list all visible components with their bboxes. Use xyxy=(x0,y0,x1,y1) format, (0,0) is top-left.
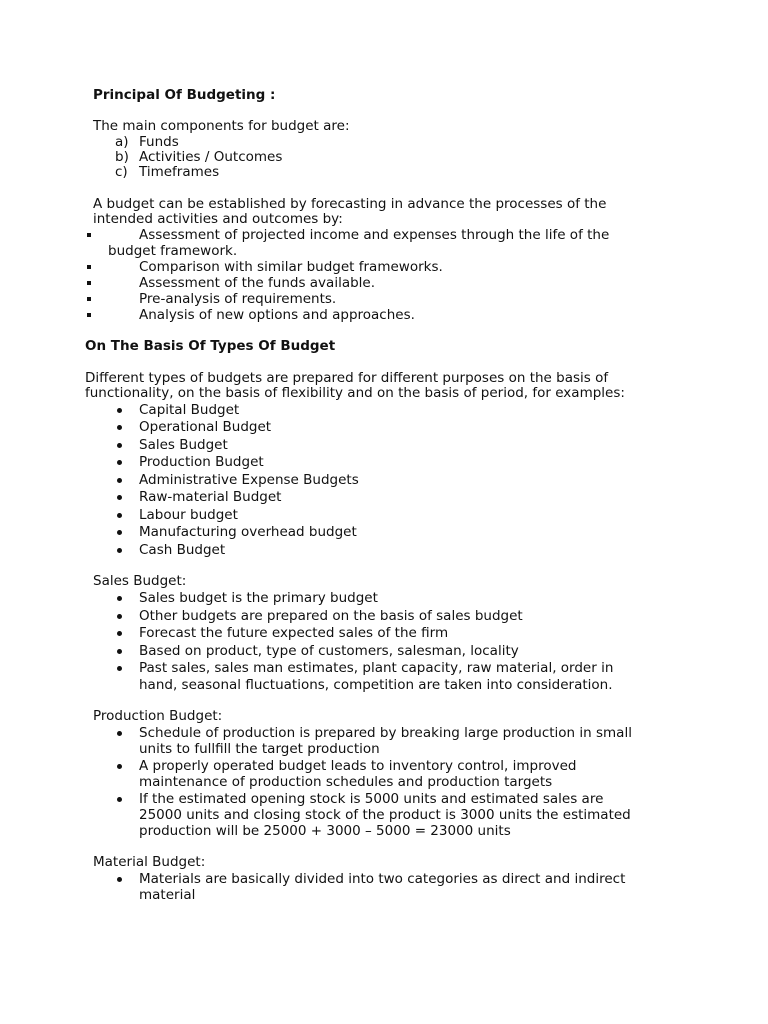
bullet-icon xyxy=(117,649,122,654)
material-item: Materials are basically divided into two categories as direct and indirect xyxy=(139,871,626,887)
sales-item-continuation: hand, seasonal fluctuations, competition are taken into consideration. xyxy=(139,677,613,693)
budget-type-item: Cash Budget xyxy=(139,542,226,558)
sales-item: Forecast the future expected sales of the firm xyxy=(139,625,449,641)
bullet-icon xyxy=(117,877,122,882)
budget-type-item: Administrative Expense Budgets xyxy=(139,472,359,488)
bullet-icon xyxy=(117,513,122,518)
sales-item: Past sales, sales man estimates, plant capacity, raw material, order in xyxy=(139,660,614,676)
production-item-continuation: units to fullfill the target production xyxy=(139,741,380,757)
component-item: Timeframes xyxy=(139,164,220,180)
production-item: A properly operated budget leads to inventory control, improved xyxy=(139,758,577,774)
budget-type-item: Capital Budget xyxy=(139,402,240,418)
square-bullet-icon xyxy=(87,265,91,269)
square-bullet-icon xyxy=(87,281,91,285)
production-item: If the estimated opening stock is 5000 units and estimated sales are xyxy=(139,791,604,807)
method-item: Assessment of projected income and expenses through the life of the xyxy=(139,227,610,243)
method-item-continuation: budget framework. xyxy=(108,243,238,259)
budget-type-item: Raw-material Budget xyxy=(139,489,282,505)
principal-paragraph-line: intended activities and outcomes by: xyxy=(93,211,343,227)
bullet-icon xyxy=(117,631,122,636)
method-item: Analysis of new options and approaches. xyxy=(139,307,415,323)
budget-type-item: Production Budget xyxy=(139,454,264,470)
budget-type-item: Manufacturing overhead budget xyxy=(139,524,357,540)
principal-heading: Principal Of Budgeting : xyxy=(93,87,276,103)
production-item-continuation: production will be 25000 + 3000 – 5000 = 23000 units xyxy=(139,823,511,839)
sales-item: Based on product, type of customers, salesman, locality xyxy=(139,643,519,659)
component-item: Activities / Outcomes xyxy=(139,149,283,165)
bullet-icon xyxy=(117,666,122,671)
bullet-icon xyxy=(117,530,122,535)
principal-paragraph-line: A budget can be established by forecasting in advance the processes of the xyxy=(93,196,607,212)
production-heading: Production Budget: xyxy=(93,708,223,724)
material-item-continuation: material xyxy=(139,887,196,903)
budget-type-item: Labour budget xyxy=(139,507,238,523)
material-heading: Material Budget: xyxy=(93,854,206,870)
bullet-icon xyxy=(117,425,122,430)
bullet-icon xyxy=(117,478,122,483)
bullet-icon xyxy=(117,596,122,601)
bullet-icon xyxy=(117,460,122,465)
square-bullet-icon xyxy=(87,313,91,317)
bullet-icon xyxy=(117,614,122,619)
production-item-continuation: maintenance of production schedules and production targets xyxy=(139,774,553,790)
bullet-icon xyxy=(117,443,122,448)
budget-type-item: Operational Budget xyxy=(139,419,272,435)
method-item: Pre-analysis of requirements. xyxy=(139,291,337,307)
budget-type-item: Sales Budget xyxy=(139,437,228,453)
square-bullet-icon xyxy=(87,297,91,301)
bullet-icon xyxy=(117,764,122,769)
component-marker: b) xyxy=(115,149,129,165)
principal-intro: The main components for budget are: xyxy=(93,118,350,134)
component-marker: a) xyxy=(115,134,129,150)
sales-heading: Sales Budget: xyxy=(93,573,187,589)
component-marker: c) xyxy=(115,164,128,180)
production-item: Schedule of production is prepared by breaking large production in small xyxy=(139,725,632,741)
sales-item: Sales budget is the primary budget xyxy=(139,590,378,606)
bullet-icon xyxy=(117,495,122,500)
component-item: Funds xyxy=(139,134,179,150)
method-item: Comparison with similar budget frameworks. xyxy=(139,259,443,275)
bullet-icon xyxy=(117,408,122,413)
types-paragraph-line: Different types of budgets are prepared for different purposes on the basis of xyxy=(85,370,609,386)
sales-item: Other budgets are prepared on the basis of sales budget xyxy=(139,608,523,624)
square-bullet-icon xyxy=(87,233,91,237)
bullet-icon xyxy=(117,731,122,736)
bullet-icon xyxy=(117,548,122,553)
types-heading: On The Basis Of Types Of Budget xyxy=(85,338,336,354)
types-paragraph-line: functionality, on the basis of flexibility and on the basis of period, for examples: xyxy=(85,385,625,401)
production-item-continuation: 25000 units and closing stock of the product is 3000 units the estimated xyxy=(139,807,631,823)
bullet-icon xyxy=(117,797,122,802)
method-item: Assessment of the funds available. xyxy=(139,275,376,291)
